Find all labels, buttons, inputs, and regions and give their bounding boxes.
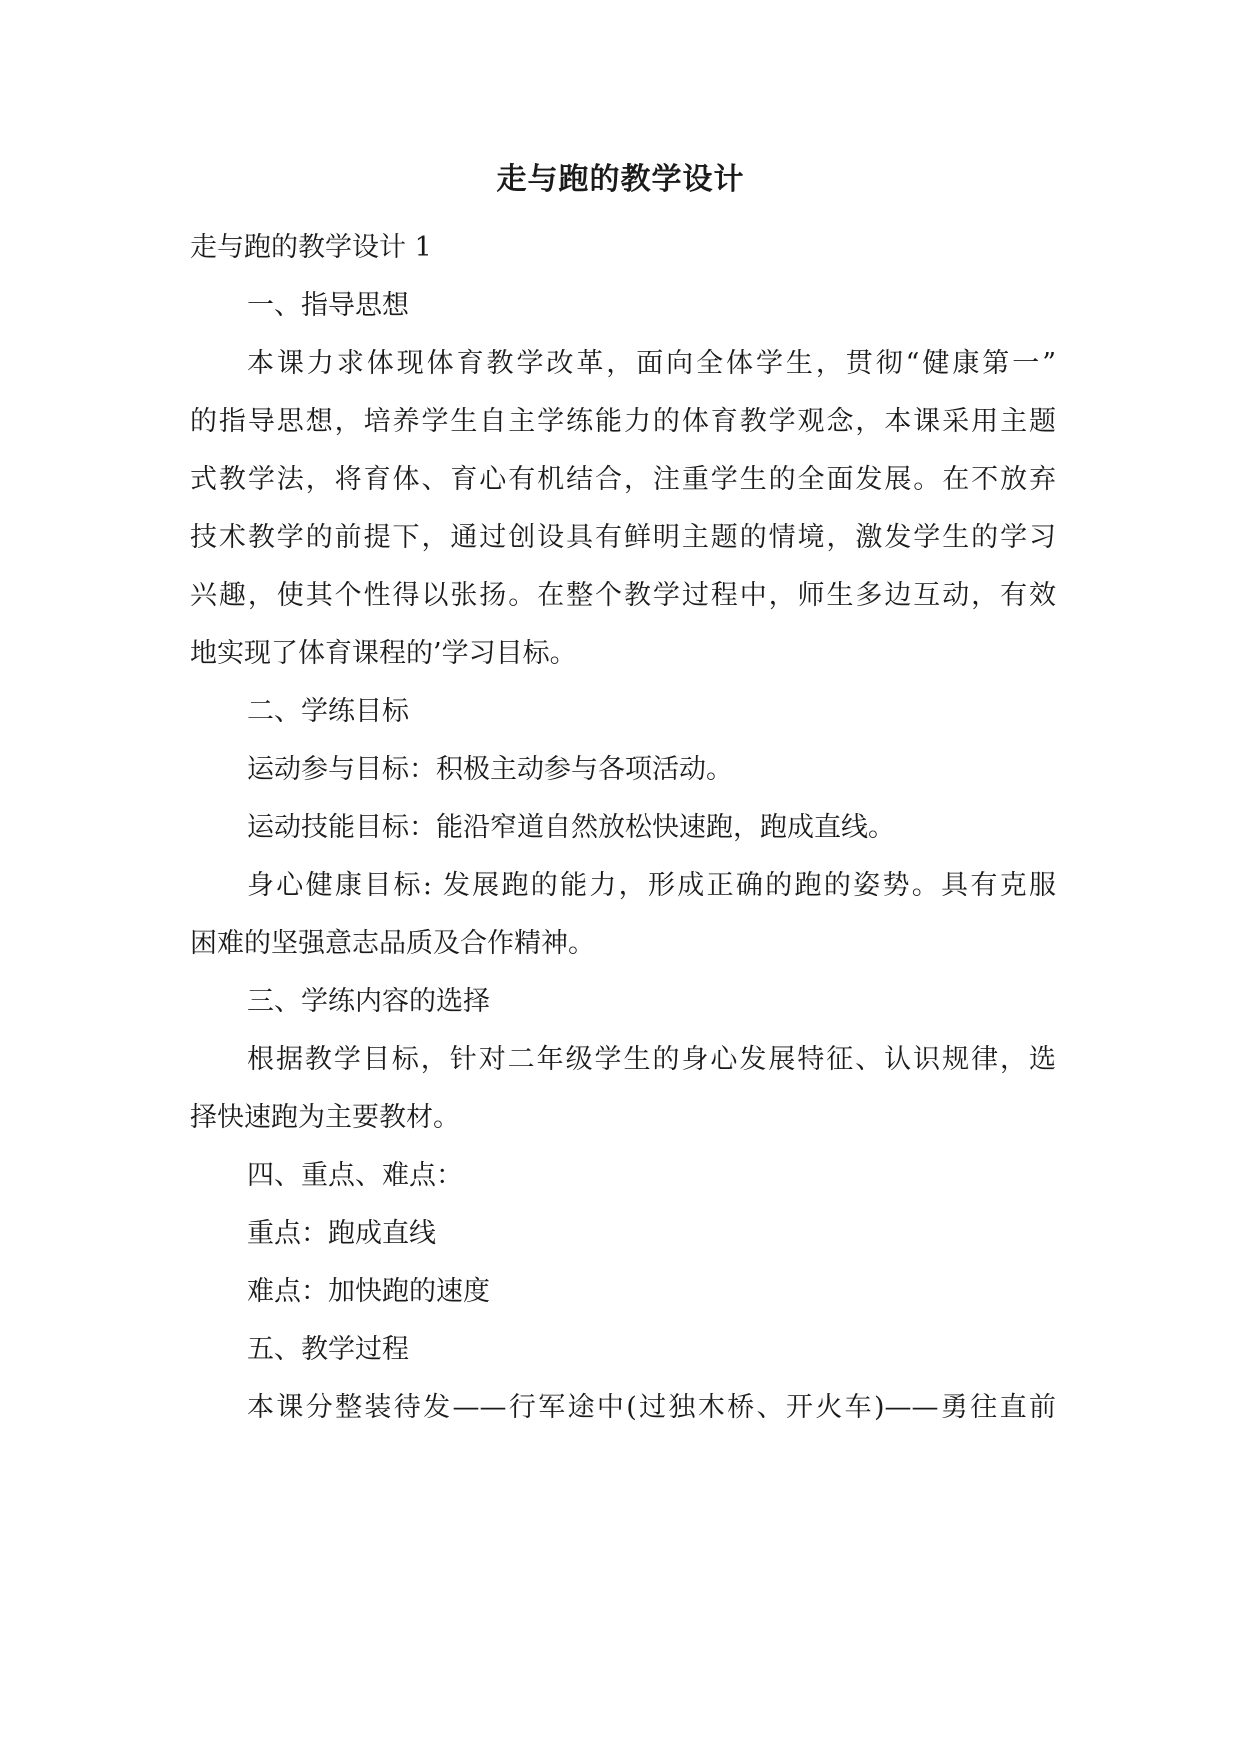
paragraph-line: 的指导思想，培养学生自主学练能力的体育教学观念，本课采用主题	[190, 406, 1056, 437]
paragraph-line: 本课力求体现体育教学改革，面向全体学生，贯彻“健康第一”	[247, 348, 1056, 379]
paragraph-line: 式教学法，将育体、育心有机结合，注重学生的全面发展。在不放弃	[190, 464, 1056, 495]
subtitle: 走与跑的教学设计 1	[190, 232, 432, 263]
document-title: 走与跑的教学设计	[496, 162, 745, 197]
paragraph-line: 根据教学目标，针对二年级学生的身心发展特征、认识规律，选	[247, 1044, 1056, 1075]
paragraph-line: 身心健康目标: 发展跑的能力，形成正确的跑的姿势。具有克服	[247, 870, 1056, 901]
paragraph-line: 重点：跑成直线	[247, 1218, 436, 1249]
paragraph-line: 技术教学的前提下，通过创设具有鲜明主题的情境，激发学生的学习	[190, 522, 1056, 553]
section-heading-4: 四、重点、难点：	[247, 1160, 463, 1191]
section-heading-3: 三、学练内容的选择	[247, 986, 490, 1017]
section-heading-1: 一、指导思想	[247, 290, 409, 321]
paragraph-line: 难点：加快跑的速度	[247, 1276, 490, 1307]
paragraph-line: 本课分整装待发——行军途中(过独木桥、开火车)——勇往直前	[247, 1392, 1056, 1423]
paragraph-line: 地实现了体育课程的’学习目标。	[190, 638, 577, 669]
paragraph-line: 困难的坚强意志品质及合作精神。	[190, 928, 595, 959]
section-heading-5: 五、教学过程	[247, 1334, 409, 1365]
paragraph-line: 运动参与目标：积极主动参与各项活动。	[247, 754, 733, 785]
paragraph-line: 兴趣，使其个性得以张扬。在整个教学过程中，师生多边互动，有效	[190, 580, 1056, 611]
section-heading-2: 二、学练目标	[247, 696, 409, 727]
paragraph-line: 运动技能目标：能沿窄道自然放松快速跑，跑成直线。	[247, 812, 895, 843]
paragraph-line: 择快速跑为主要教材。	[190, 1102, 460, 1133]
